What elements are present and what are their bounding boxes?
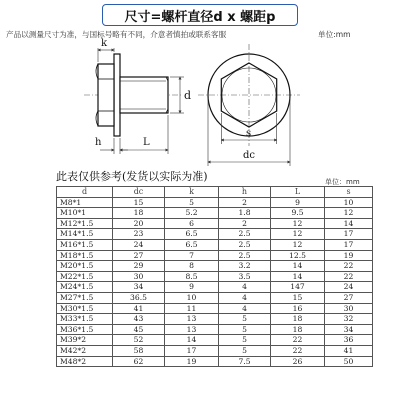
cell-dc: 30	[113, 271, 165, 282]
L-label: L	[143, 137, 150, 148]
cell-d: M10*1	[57, 208, 113, 219]
cell-k: 6.5	[165, 239, 219, 250]
cell-s: 19	[325, 250, 373, 261]
table-title: 此表仅供参考(发货以实际为准)	[56, 170, 208, 183]
cell-d: M12*1.5	[57, 218, 113, 229]
header-d: d	[57, 187, 113, 198]
cell-k: 5.2	[165, 208, 219, 219]
unit-label-top: 单位:mm	[318, 30, 351, 39]
header-h: h	[219, 187, 271, 198]
cell-L: 14	[271, 271, 325, 282]
cell-d: M30*1.5	[57, 303, 113, 314]
cell-s: 14	[325, 218, 373, 229]
cell-s: 41	[325, 345, 373, 356]
cell-h: 5	[219, 324, 271, 335]
cell-h: 5	[219, 314, 271, 325]
cell-L: 147	[271, 282, 325, 293]
cell-L: 14	[271, 261, 325, 272]
cell-L: 16	[271, 303, 325, 314]
cell-d: M20*1.5	[57, 261, 113, 272]
cell-dc: 23	[113, 229, 165, 240]
cell-s: 22	[325, 261, 373, 272]
cell-h: 4	[219, 303, 271, 314]
cell-k: 19	[165, 356, 219, 367]
cell-k: 8.5	[165, 271, 219, 282]
cell-dc: 36.5	[113, 292, 165, 303]
cell-dc: 58	[113, 345, 165, 356]
cell-h: 2.5	[219, 250, 271, 261]
spec-table	[56, 186, 373, 367]
cell-s: 10	[325, 197, 373, 208]
table-row	[57, 345, 373, 356]
cell-dc: 29	[113, 261, 165, 272]
s-label: s	[246, 128, 252, 139]
cell-h: 3.2	[219, 261, 271, 272]
cell-L: 26	[271, 356, 325, 367]
cell-L: 9	[271, 197, 325, 208]
table-row	[57, 229, 373, 240]
cell-dc: 34	[113, 282, 165, 293]
cell-L: 12	[271, 218, 325, 229]
cell-d: M39*2	[57, 335, 113, 346]
cell-dc: 20	[113, 218, 165, 229]
cell-k: 8	[165, 261, 219, 272]
cell-k: 6.5	[165, 229, 219, 240]
dc-label: dc	[243, 150, 256, 161]
page-title: 尺寸=螺杆直径d x 螺距p	[124, 9, 276, 25]
measurement-note: 产品以测量尺寸为准，与国标号略有不同，介意者慎拍或联系客服	[6, 30, 227, 39]
spec-table-body	[57, 197, 373, 367]
cell-L: 9.5	[271, 208, 325, 219]
cell-d: M24*1.5	[57, 282, 113, 293]
cell-d: M14*1.5	[57, 229, 113, 240]
cell-d: M8*1	[57, 197, 113, 208]
cell-k: 17	[165, 345, 219, 356]
cell-s: 36	[325, 335, 373, 346]
table-header-row	[57, 187, 373, 198]
cell-s: 12	[325, 208, 373, 219]
table-row	[57, 261, 373, 272]
table-row	[57, 335, 373, 346]
cell-dc: 43	[113, 314, 165, 325]
cell-h: 5	[219, 345, 271, 356]
cell-d: M33*1.5	[57, 314, 113, 325]
cell-h: 7.5	[219, 356, 271, 367]
hex-head-shape	[98, 64, 114, 126]
cell-d: M36*1.5	[57, 324, 113, 335]
cell-d: M42*2	[57, 345, 113, 356]
cell-k: 11	[165, 303, 219, 314]
cell-k: 13	[165, 324, 219, 335]
cell-d: M16*1.5	[57, 239, 113, 250]
shank-shape	[120, 77, 168, 113]
cell-h: 2	[219, 218, 271, 229]
cell-s: 32	[325, 314, 373, 325]
cell-s: 17	[325, 229, 373, 240]
table-row	[57, 303, 373, 314]
d-label: d	[184, 89, 192, 102]
cell-k: 13	[165, 314, 219, 325]
cell-s: 17	[325, 239, 373, 250]
cell-L: 12.5	[271, 250, 325, 261]
table-row	[57, 324, 373, 335]
h-label: h	[95, 137, 102, 148]
end-view	[198, 44, 300, 166]
cell-k: 6	[165, 218, 219, 229]
cell-dc: 62	[113, 356, 165, 367]
cell-k: 9	[165, 282, 219, 293]
cell-d: M18*1.5	[57, 250, 113, 261]
cell-h: 4	[219, 282, 271, 293]
table-row	[57, 356, 373, 367]
cell-dc: 24	[113, 239, 165, 250]
bolt-drawing	[0, 38, 400, 168]
cell-d: M48*2	[57, 356, 113, 367]
cell-dc: 41	[113, 303, 165, 314]
table-row	[57, 239, 373, 250]
cell-dc: 15	[113, 197, 165, 208]
cell-dc: 27	[113, 250, 165, 261]
cell-L: 12	[271, 239, 325, 250]
cell-h: 2.5	[219, 239, 271, 250]
cell-s: 30	[325, 303, 373, 314]
table-row	[57, 218, 373, 229]
cell-L: 12	[271, 229, 325, 240]
cell-d: M22*1.5	[57, 271, 113, 282]
cell-s: 27	[325, 292, 373, 303]
flange-shape	[114, 54, 120, 136]
table-row	[57, 282, 373, 293]
cell-k: 5	[165, 197, 219, 208]
header-L: L	[271, 187, 325, 198]
cell-L: 18	[271, 324, 325, 335]
header-s: s	[325, 187, 373, 198]
cell-h: 2.5	[219, 229, 271, 240]
table-unit-label: 单位：mm	[325, 178, 360, 186]
cell-s: 24	[325, 282, 373, 293]
cell-L: 22	[271, 335, 325, 346]
header-k: k	[165, 187, 219, 198]
cell-L: 22	[271, 345, 325, 356]
cell-L: 18	[271, 314, 325, 325]
cell-h: 5	[219, 335, 271, 346]
cell-dc: 18	[113, 208, 165, 219]
cell-dc: 45	[113, 324, 165, 335]
k-label: k	[101, 38, 108, 49]
header-dc: dc	[113, 187, 165, 198]
cell-d: M27*1.5	[57, 292, 113, 303]
title-box	[102, 4, 298, 26]
cell-k: 14	[165, 335, 219, 346]
table-row	[57, 271, 373, 282]
cell-k: 7	[165, 250, 219, 261]
cell-s: 22	[325, 271, 373, 282]
cell-h: 4	[219, 292, 271, 303]
cell-h: 3.5	[219, 271, 271, 282]
table-row	[57, 208, 373, 219]
table-row	[57, 314, 373, 325]
cell-h: 1.8	[219, 208, 271, 219]
cell-k: 10	[165, 292, 219, 303]
cell-L: 15	[271, 292, 325, 303]
cell-h: 2	[219, 197, 271, 208]
table-row	[57, 197, 373, 208]
cell-dc: 52	[113, 335, 165, 346]
cell-s: 50	[325, 356, 373, 367]
cell-s: 34	[325, 324, 373, 335]
table-row	[57, 250, 373, 261]
table-row	[57, 292, 373, 303]
side-view	[84, 38, 191, 154]
